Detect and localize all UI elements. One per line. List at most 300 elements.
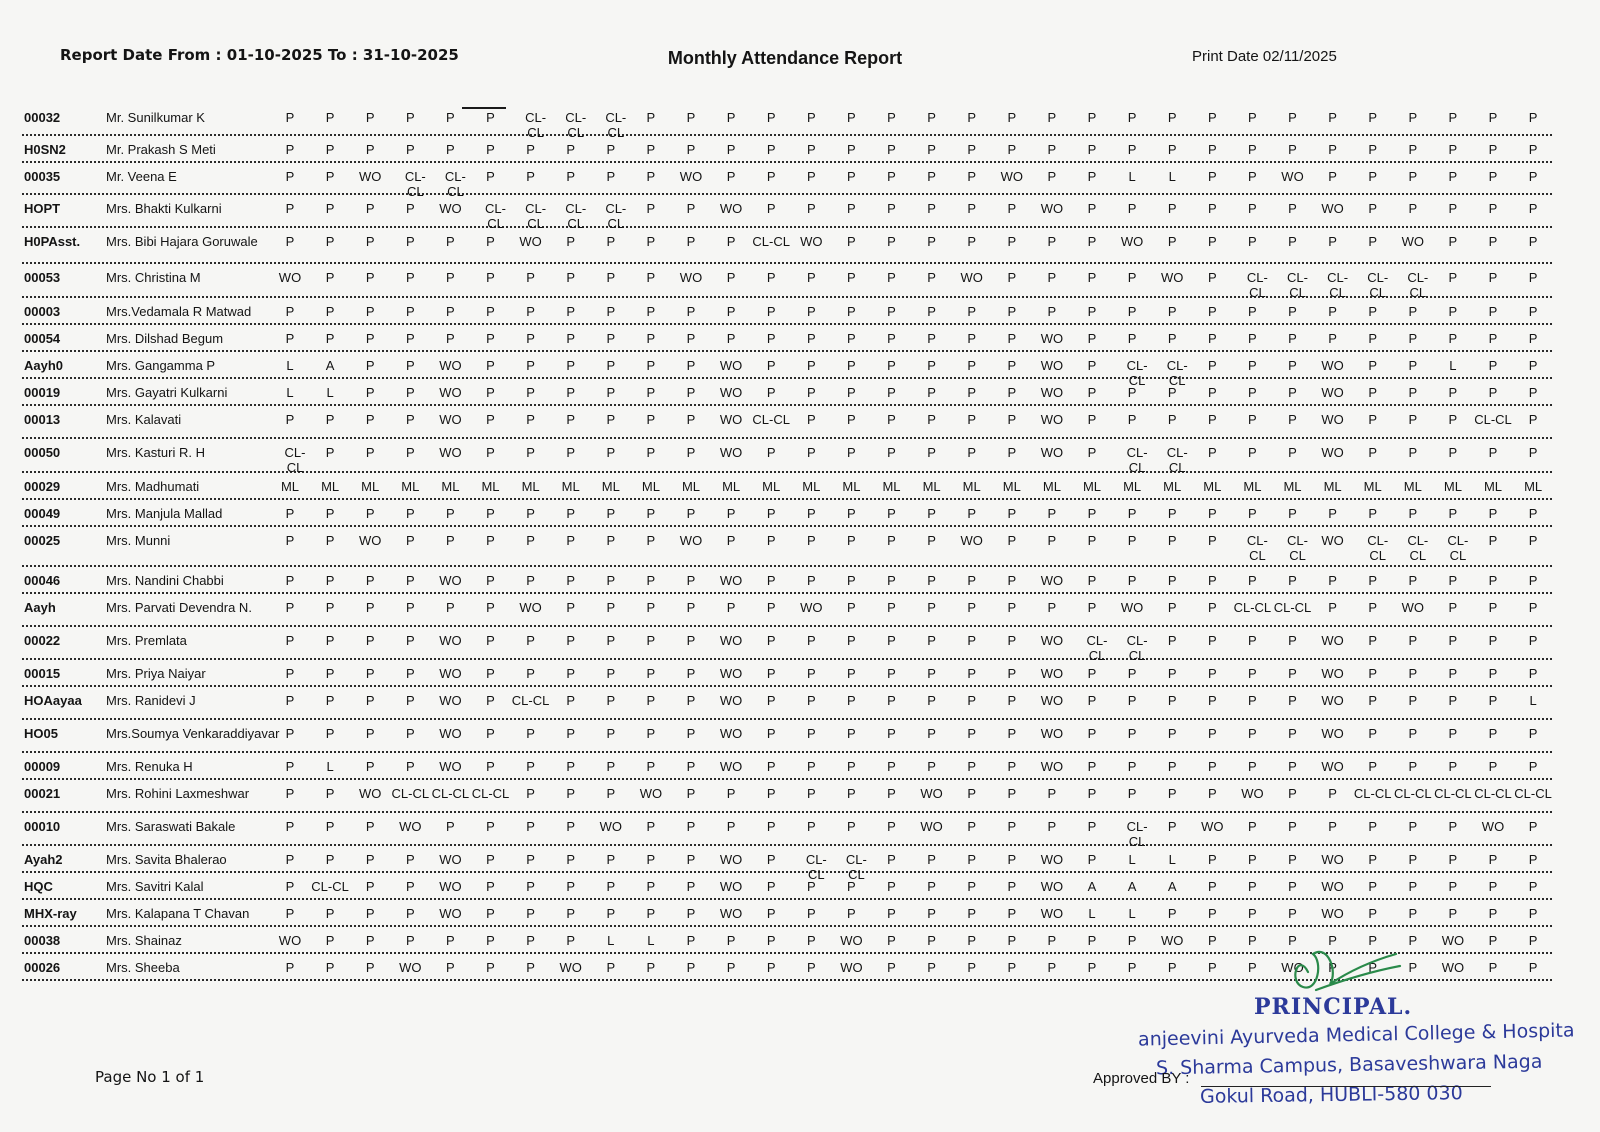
attendance-mark: P: [646, 759, 656, 774]
attendance-mark: P: [1528, 506, 1538, 521]
attendance-mark: P: [285, 759, 295, 774]
attendance-mark: WO: [840, 933, 863, 948]
attendance-mark: P: [1488, 110, 1498, 125]
attendance-mark: P: [1127, 726, 1137, 741]
attendance-mark: P: [927, 506, 936, 521]
attendance-mark: WO: [719, 445, 743, 460]
attendance-mark: ML: [1443, 479, 1462, 494]
attendance-mark: P: [806, 385, 816, 400]
attendance-mark: P: [566, 759, 576, 774]
attendance-mark: P: [285, 331, 295, 346]
attendance-mark: P: [1448, 693, 1458, 708]
attendance-mark: CL-CL: [1166, 445, 1188, 475]
attendance-mark: P: [927, 110, 936, 125]
attendance-mark: WO: [1040, 331, 1064, 346]
attendance-mark: P: [1488, 693, 1498, 708]
attendance-mark: P: [1127, 331, 1137, 346]
attendance-mark: P: [486, 573, 495, 588]
attendance-mark: P: [1007, 759, 1017, 774]
attendance-mark: P: [927, 169, 936, 184]
attendance-mark: WO: [1321, 879, 1344, 894]
attendance-mark: P: [486, 169, 495, 184]
attendance-mark: P: [1368, 304, 1378, 319]
attendance-mark: P: [325, 693, 335, 708]
attendance-mark: P: [486, 906, 495, 921]
attendance-mark: P: [927, 633, 936, 648]
attendance-mark: P: [1408, 201, 1418, 216]
attendance-mark: P: [1207, 726, 1217, 741]
attendance-mark: P: [566, 879, 576, 894]
attendance-mark: P: [1007, 600, 1017, 615]
employee-code: 00054: [24, 331, 61, 346]
attendance-mark: P: [847, 693, 856, 708]
attendance-mark: P: [285, 633, 295, 648]
attendance-mark: P: [1047, 533, 1057, 548]
attendance-mark: P: [1488, 852, 1498, 867]
attendance-mark: P: [526, 506, 535, 521]
attendance-mark: P: [1007, 573, 1017, 588]
principal-stamp: [1128, 988, 1575, 1128]
attendance-mark: P: [526, 819, 535, 834]
attendance-mark: P: [967, 385, 977, 400]
attendance-mark: P: [285, 852, 295, 867]
attendance-mark: P: [365, 960, 375, 975]
attendance-mark: P: [1408, 633, 1418, 648]
attendance-mark: P: [1127, 666, 1137, 681]
attendance-mark: P: [646, 270, 656, 285]
attendance-mark: WO: [439, 759, 462, 774]
attendance-mark: P: [365, 304, 375, 319]
attendance-mark: P: [887, 234, 896, 249]
attendance-mark: P: [486, 726, 495, 741]
attendance-mark: CL-CL: [805, 852, 827, 882]
attendance-mark: WO: [1321, 201, 1344, 216]
attendance-mark: P: [285, 666, 295, 681]
attendance-mark: P: [1167, 960, 1177, 975]
attendance-mark: ML: [481, 479, 500, 494]
attendance-mark: P: [1288, 759, 1297, 774]
attendance-mark: ML: [521, 479, 540, 494]
attendance-mark: WO: [719, 666, 743, 681]
attendance-mark: ML: [401, 479, 420, 494]
attendance-mark: P: [847, 533, 856, 548]
attendance-mark: P: [1007, 960, 1017, 975]
attendance-mark: WO: [439, 385, 462, 400]
attendance-mark: P: [1207, 633, 1217, 648]
attendance-mark: P: [446, 960, 455, 975]
attendance-mark: P: [766, 201, 776, 216]
attendance-mark: WO: [1401, 234, 1424, 249]
attendance-mark: P: [566, 385, 576, 400]
attendance-mark: P: [1528, 726, 1538, 741]
attendance-mark: P: [967, 759, 977, 774]
attendance-mark: P: [686, 933, 696, 948]
attendance-mark: P: [887, 852, 896, 867]
attendance-mark: P: [1248, 726, 1257, 741]
attendance-mark: P: [1448, 385, 1458, 400]
attendance-mark: P: [967, 600, 977, 615]
attendance-mark: P: [1528, 879, 1538, 894]
attendance-mark: P: [1528, 412, 1538, 427]
attendance-mark: P: [1248, 110, 1257, 125]
attendance-mark: P: [967, 331, 977, 346]
attendance-mark: P: [446, 142, 455, 157]
attendance-mark: P: [1528, 385, 1538, 400]
attendance-mark: P: [726, 600, 736, 615]
attendance-mark: P: [1368, 234, 1378, 249]
attendance-mark: P: [405, 506, 415, 521]
attendance-mark: P: [887, 759, 896, 774]
attendance-mark: P: [766, 304, 776, 319]
attendance-mark: P: [606, 358, 616, 373]
attendance-mark: P: [1127, 933, 1137, 948]
employee-code: H0SN2: [24, 142, 66, 157]
attendance-mark: P: [1288, 234, 1297, 249]
attendance-mark: P: [566, 506, 576, 521]
attendance-mark: P: [1528, 600, 1538, 615]
attendance-mark: WO: [1321, 358, 1344, 373]
attendance-mark: P: [766, 960, 776, 975]
employee-name: Mrs. Manjula Mallad: [106, 506, 223, 521]
attendance-mark: P: [1047, 933, 1057, 948]
attendance-mark: P: [847, 759, 856, 774]
attendance-mark: CL-CL: [1246, 270, 1268, 300]
attendance-mark: P: [726, 270, 736, 285]
attendance-mark: P: [766, 385, 776, 400]
attendance-mark: P: [806, 201, 816, 216]
attendance-mark: P: [967, 110, 977, 125]
attendance-mark: CL-CL: [605, 201, 627, 231]
attendance-mark: P: [1047, 110, 1057, 125]
attendance-mark: P: [806, 304, 816, 319]
attendance-mark: P: [1448, 412, 1458, 427]
attendance-mark: P: [1207, 573, 1217, 588]
attendance-mark: P: [365, 600, 375, 615]
attendance-mark: A: [325, 358, 335, 373]
table-row: [22, 136, 1552, 163]
employee-name: Mrs. Bibi Hajara Goruwale: [106, 234, 258, 249]
attendance-mark: P: [1007, 726, 1017, 741]
attendance-mark: P: [1328, 819, 1337, 834]
attendance-mark: CL-CL: [1407, 270, 1429, 300]
attendance-mark: P: [1007, 358, 1017, 373]
employee-name: Mrs. Renuka H: [106, 759, 193, 774]
attendance-mark: CL-CL: [1126, 633, 1148, 663]
table-row: [22, 900, 1552, 927]
employee-name: Mrs. Dilshad Begum: [106, 331, 224, 346]
attendance-mark: P: [606, 533, 616, 548]
attendance-mark: P: [606, 304, 616, 319]
attendance-mark: P: [1288, 933, 1297, 948]
attendance-mark: P: [967, 906, 977, 921]
attendance-mark: P: [726, 142, 736, 157]
attendance-mark: P: [646, 879, 656, 894]
attendance-mark: P: [1448, 819, 1458, 834]
attendance-mark: P: [967, 304, 977, 319]
table-row: [22, 406, 1552, 439]
attendance-mark: P: [1248, 879, 1257, 894]
attendance-mark: P: [1488, 385, 1498, 400]
attendance-mark: P: [686, 786, 696, 801]
attendance-mark: P: [1248, 852, 1257, 867]
attendance-mark: P: [1528, 270, 1538, 285]
attendance-mark: P: [365, 633, 375, 648]
attendance-mark: WO: [1281, 960, 1304, 975]
attendance-mark: P: [566, 533, 576, 548]
attendance-mark: P: [887, 110, 896, 125]
attendance-mark: CL-CL: [284, 445, 306, 475]
attendance-mark: P: [365, 933, 375, 948]
attendance-mark: P: [806, 270, 816, 285]
attendance-mark: P: [566, 412, 576, 427]
attendance-mark: WO: [1481, 819, 1505, 834]
attendance-mark: P: [1288, 786, 1297, 801]
attendance-mark: P: [1167, 726, 1177, 741]
employee-code: 00046: [24, 573, 61, 588]
attendance-mark: P: [1007, 110, 1017, 125]
attendance-mark: P: [486, 506, 495, 521]
attendance-mark: P: [405, 879, 415, 894]
attendance-mark: P: [1047, 304, 1057, 319]
attendance-mark: P: [1408, 726, 1418, 741]
attendance-mark: ML: [1002, 479, 1021, 494]
attendance-mark: P: [526, 960, 535, 975]
attendance-mark: WO: [1321, 666, 1344, 681]
attendance-mark: P: [1248, 819, 1257, 834]
attendance-mark: P: [365, 445, 375, 460]
attendance-mark: P: [1328, 786, 1337, 801]
attendance-mark: P: [766, 270, 776, 285]
attendance-mark: P: [806, 412, 816, 427]
attendance-mark: P: [1087, 234, 1097, 249]
attendance-mark: P: [1368, 445, 1378, 460]
attendance-mark: L: [1128, 852, 1136, 867]
attendance-mark: P: [365, 110, 375, 125]
attendance-mark: P: [726, 533, 736, 548]
attendance-mark: P: [1167, 693, 1177, 708]
attendance-mark: P: [365, 412, 375, 427]
attendance-mark: P: [1167, 331, 1177, 346]
attendance-mark: P: [646, 385, 656, 400]
attendance-mark: P: [405, 759, 415, 774]
attendance-mark: P: [526, 759, 535, 774]
attendance-mark: P: [486, 445, 495, 460]
attendance-mark: P: [1047, 270, 1057, 285]
attendance-mark: P: [1167, 234, 1177, 249]
attendance-mark: WO: [1321, 852, 1344, 867]
attendance-mark: P: [1488, 573, 1498, 588]
attendance-mark: L: [1088, 906, 1096, 921]
attendance-mark: WO: [519, 600, 542, 615]
attendance-mark: P: [686, 304, 696, 319]
attendance-mark: WO: [1160, 270, 1184, 285]
table-row: [22, 473, 1552, 500]
employee-code: Aayh0: [24, 358, 64, 373]
attendance-mark: ML: [1123, 479, 1142, 494]
attendance-mark: WO: [800, 234, 823, 249]
attendance-mark: WO: [719, 573, 743, 588]
employee-code: 00021: [24, 786, 61, 801]
attendance-mark: P: [686, 879, 696, 894]
attendance-mark: P: [806, 693, 816, 708]
attendance-mark: WO: [679, 270, 703, 285]
attendance-mark: P: [646, 201, 656, 216]
attendance-mark: P: [1528, 358, 1538, 373]
attendance-mark: P: [1007, 201, 1017, 216]
attendance-mark: P: [365, 819, 375, 834]
attendance-mark: P: [1207, 960, 1217, 975]
attendance-mark: CL-CL: [1327, 270, 1349, 300]
attendance-mark: P: [285, 110, 295, 125]
attendance-mark: P: [1408, 412, 1418, 427]
employee-name: Mrs. Shainaz: [106, 933, 182, 948]
stamp-title: PRINCIPAL.: [1254, 994, 1413, 1020]
attendance-mark: P: [1368, 385, 1378, 400]
table-row: [22, 500, 1552, 527]
attendance-mark: ML: [1524, 479, 1543, 494]
attendance-mark: P: [887, 169, 896, 184]
attendance-mark: P: [405, 693, 415, 708]
attendance-mark: P: [887, 304, 896, 319]
attendance-mark: ML: [1323, 479, 1342, 494]
attendance-mark: P: [1127, 412, 1137, 427]
attendance-mark: P: [606, 142, 616, 157]
attendance-mark: WO: [439, 906, 462, 921]
attendance-mark: P: [1448, 852, 1458, 867]
attendance-mark: P: [405, 533, 415, 548]
attendance-mark: P: [646, 445, 656, 460]
attendance-mark: P: [927, 331, 936, 346]
attendance-mark: P: [606, 506, 616, 521]
attendance-mark: P: [806, 573, 816, 588]
attendance-mark: P: [325, 666, 335, 681]
employee-code: 00010: [24, 819, 61, 834]
attendance-mark: P: [1288, 445, 1297, 460]
attendance-mark: P: [1127, 270, 1137, 285]
page-number: Page No 1 of 1: [95, 1068, 205, 1086]
attendance-mark: ML: [802, 479, 821, 494]
attendance-mark: P: [887, 358, 896, 373]
attendance-mark: P: [1207, 933, 1217, 948]
attendance-mark: P: [847, 879, 856, 894]
attendance-mark: P: [365, 142, 375, 157]
attendance-mark: P: [1248, 633, 1257, 648]
report-title: Monthly Attendance Report: [667, 48, 903, 68]
attendance-mark: P: [806, 445, 816, 460]
attendance-mark: P: [967, 819, 977, 834]
attendance-mark: P: [325, 819, 335, 834]
attendance-mark: WO: [1040, 412, 1064, 427]
employee-code: Aayh: [24, 600, 56, 615]
attendance-mark: P: [325, 270, 335, 285]
attendance-mark: P: [285, 573, 295, 588]
attendance-mark: WO: [719, 633, 743, 648]
attendance-mark: P: [766, 786, 776, 801]
attendance-mark: P: [1248, 906, 1257, 921]
attendance-mark: P: [365, 852, 375, 867]
attendance-mark: P: [1328, 304, 1337, 319]
employee-code: 00019: [24, 385, 61, 400]
attendance-mark: WO: [439, 726, 462, 741]
attendance-mark: P: [365, 906, 375, 921]
attendance-mark: P: [1007, 633, 1017, 648]
attendance-mark: P: [806, 533, 816, 548]
attendance-mark: P: [1087, 960, 1097, 975]
attendance-mark: P: [446, 933, 455, 948]
attendance-mark: P: [1448, 169, 1458, 184]
attendance-mark: P: [405, 666, 415, 681]
attendance-mark: P: [606, 412, 616, 427]
attendance-mark: P: [1248, 385, 1257, 400]
attendance-mark: P: [967, 933, 977, 948]
attendance-mark: ML: [842, 479, 861, 494]
attendance-mark: P: [1408, 693, 1418, 708]
attendance-mark: P: [566, 600, 576, 615]
attendance-mark: P: [1328, 169, 1337, 184]
attendance-mark: P: [1488, 270, 1498, 285]
attendance-mark: P: [606, 786, 616, 801]
attendance-mark: P: [887, 385, 896, 400]
attendance-mark: P: [766, 819, 776, 834]
attendance-mark: P: [766, 633, 776, 648]
attendance-mark: P: [1207, 600, 1217, 615]
employee-code: H0PAsst.: [24, 234, 81, 249]
attendance-mark: P: [847, 906, 856, 921]
attendance-mark: CL-CL: [1353, 786, 1392, 801]
attendance-mark: P: [1007, 933, 1017, 948]
employee-name: Mrs. Bhakti Kulkarni: [106, 201, 222, 216]
attendance-mark: P: [526, 573, 535, 588]
attendance-mark: WO: [1321, 693, 1344, 708]
attendance-mark: P: [1087, 385, 1097, 400]
attendance-mark: P: [1448, 600, 1458, 615]
attendance-mark: P: [1408, 573, 1418, 588]
attendance-mark: P: [526, 412, 535, 427]
attendance-mark: P: [766, 600, 776, 615]
attendance-mark: L: [1168, 169, 1176, 184]
attendance-mark: P: [1087, 573, 1097, 588]
attendance-mark: P: [606, 573, 616, 588]
attendance-mark: P: [806, 933, 816, 948]
attendance-mark: P: [1288, 633, 1297, 648]
attendance-mark: P: [1127, 201, 1137, 216]
attendance-mark: P: [365, 385, 375, 400]
attendance-mark: P: [1488, 331, 1498, 346]
attendance-mark: P: [1007, 852, 1017, 867]
attendance-mark: WO: [1000, 169, 1023, 184]
attendance-mark: P: [686, 960, 696, 975]
attendance-mark: L: [607, 933, 615, 948]
attendance-mark: P: [325, 533, 335, 548]
attendance-mark: P: [806, 169, 816, 184]
attendance-mark: P: [1488, 142, 1498, 157]
attendance-mark: P: [726, 234, 736, 249]
attendance-mark: ML: [1363, 479, 1382, 494]
attendance-mark: P: [365, 234, 375, 249]
attendance-mark: WO: [800, 600, 823, 615]
attendance-mark: WO: [439, 633, 462, 648]
attendance-mark: WO: [358, 786, 382, 801]
attendance-mark: CL-CL: [1514, 786, 1552, 801]
attendance-mark: P: [365, 879, 375, 894]
attendance-mark: ML: [1483, 479, 1503, 494]
employee-name: Mrs.Vedamala R Matwad: [106, 304, 252, 319]
attendance-mark: P: [1087, 693, 1097, 708]
attendance-mark: P: [405, 358, 415, 373]
attendance-mark: P: [1288, 358, 1297, 373]
attendance-mark: P: [405, 412, 415, 427]
attendance-mark: ML: [922, 479, 941, 494]
